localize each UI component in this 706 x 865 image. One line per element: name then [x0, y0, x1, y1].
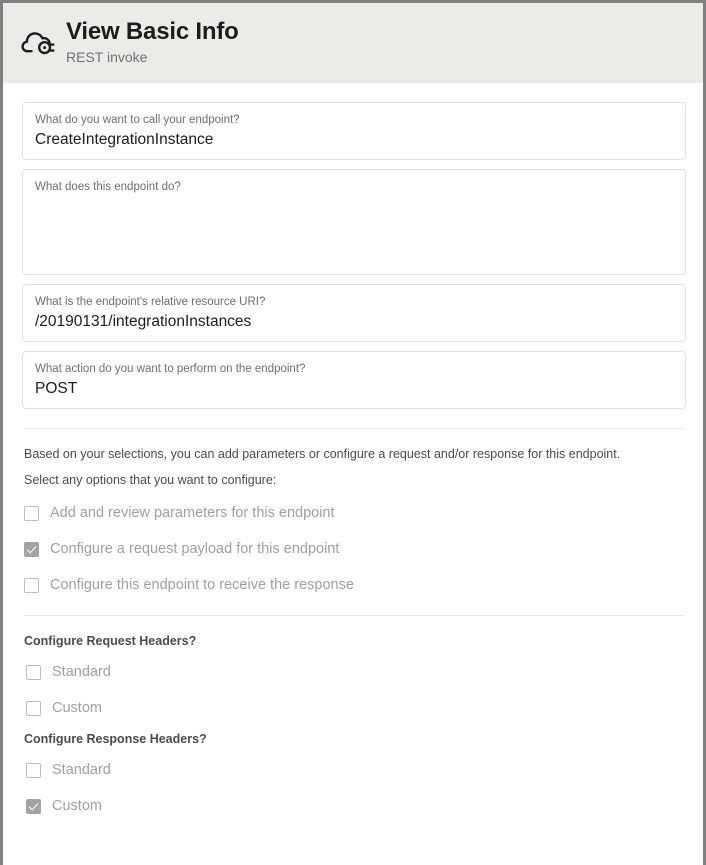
checkbox-response-headers-custom[interactable]	[26, 799, 41, 814]
response-headers-label-standard: Standard	[52, 762, 111, 778]
response-headers-row-custom[interactable]	[26, 795, 682, 817]
cloud-plug-icon	[16, 21, 60, 65]
dialog-content	[3, 83, 703, 817]
header-text-group	[66, 18, 239, 68]
checkbox-response-headers-standard[interactable]	[26, 763, 41, 778]
request-headers-row-standard[interactable]	[26, 661, 682, 683]
endpoint-name-label: What do you want to call your endpoint?	[35, 114, 240, 126]
endpoint-uri-input[interactable]: /20190131/integrationInstances	[35, 313, 252, 330]
checkbox-request-headers-standard[interactable]	[26, 665, 41, 680]
dialog-header	[3, 3, 703, 83]
response-headers-group	[22, 731, 686, 817]
checkbox-add-review-parameters[interactable]	[24, 506, 39, 521]
description-line-2: Select any options that you want to configure:	[24, 473, 277, 487]
page-subtitle: REST invoke	[66, 49, 148, 65]
option-label-add-review-parameters: Add and review parameters for this endpoint	[50, 505, 335, 521]
request-headers-label-custom: Custom	[52, 700, 102, 716]
endpoint-uri-field[interactable]	[22, 284, 686, 342]
request-headers-title: Configure Request Headers?	[24, 634, 197, 648]
options-checkbox-list	[22, 489, 686, 596]
endpoint-action-field[interactable]	[22, 351, 686, 409]
request-headers-label-standard: Standard	[52, 664, 111, 680]
endpoint-uri-label: What is the endpoint's relative resource URI?	[35, 296, 266, 308]
endpoint-name-field[interactable]	[22, 102, 686, 160]
checkbox-configure-request-payload[interactable]	[24, 542, 39, 557]
spacer-between-header-groups	[22, 719, 686, 731]
page-title: View Basic Info	[66, 18, 239, 45]
endpoint-action-label: What action do you want to perform on the endpoint?	[35, 363, 306, 375]
response-headers-checkbox-list	[24, 747, 684, 817]
description-line-1: Based on your selections, you can add parameters or configure a request and/or response for this endpoint.	[24, 447, 621, 461]
option-row-configure-receive-response[interactable]	[24, 574, 684, 596]
endpoint-action-input[interactable]: POST	[35, 380, 78, 397]
option-row-add-review-parameters[interactable]	[24, 502, 684, 524]
checkbox-configure-receive-response[interactable]	[24, 578, 39, 593]
spacer-headers	[22, 616, 686, 633]
request-headers-row-custom[interactable]	[26, 697, 682, 719]
description-block	[22, 429, 686, 489]
option-label-configure-request-payload: Configure a request payload for this endpoint	[50, 541, 340, 557]
response-headers-title: Configure Response Headers?	[24, 732, 207, 746]
checkbox-request-headers-custom[interactable]	[26, 701, 41, 716]
request-headers-group	[22, 633, 686, 719]
request-headers-checkbox-list	[24, 649, 684, 719]
option-row-configure-request-payload[interactable]	[24, 538, 684, 560]
endpoint-description-input[interactable]	[35, 196, 673, 256]
response-headers-label-custom: Custom	[52, 798, 102, 814]
endpoint-description-label: What does this endpoint do?	[35, 181, 181, 193]
option-label-configure-receive-response: Configure this endpoint to receive the response	[50, 577, 354, 593]
endpoint-name-input[interactable]: CreateIntegrationInstance	[35, 131, 214, 148]
endpoint-description-field[interactable]	[22, 169, 686, 275]
response-headers-row-standard[interactable]	[26, 759, 682, 781]
